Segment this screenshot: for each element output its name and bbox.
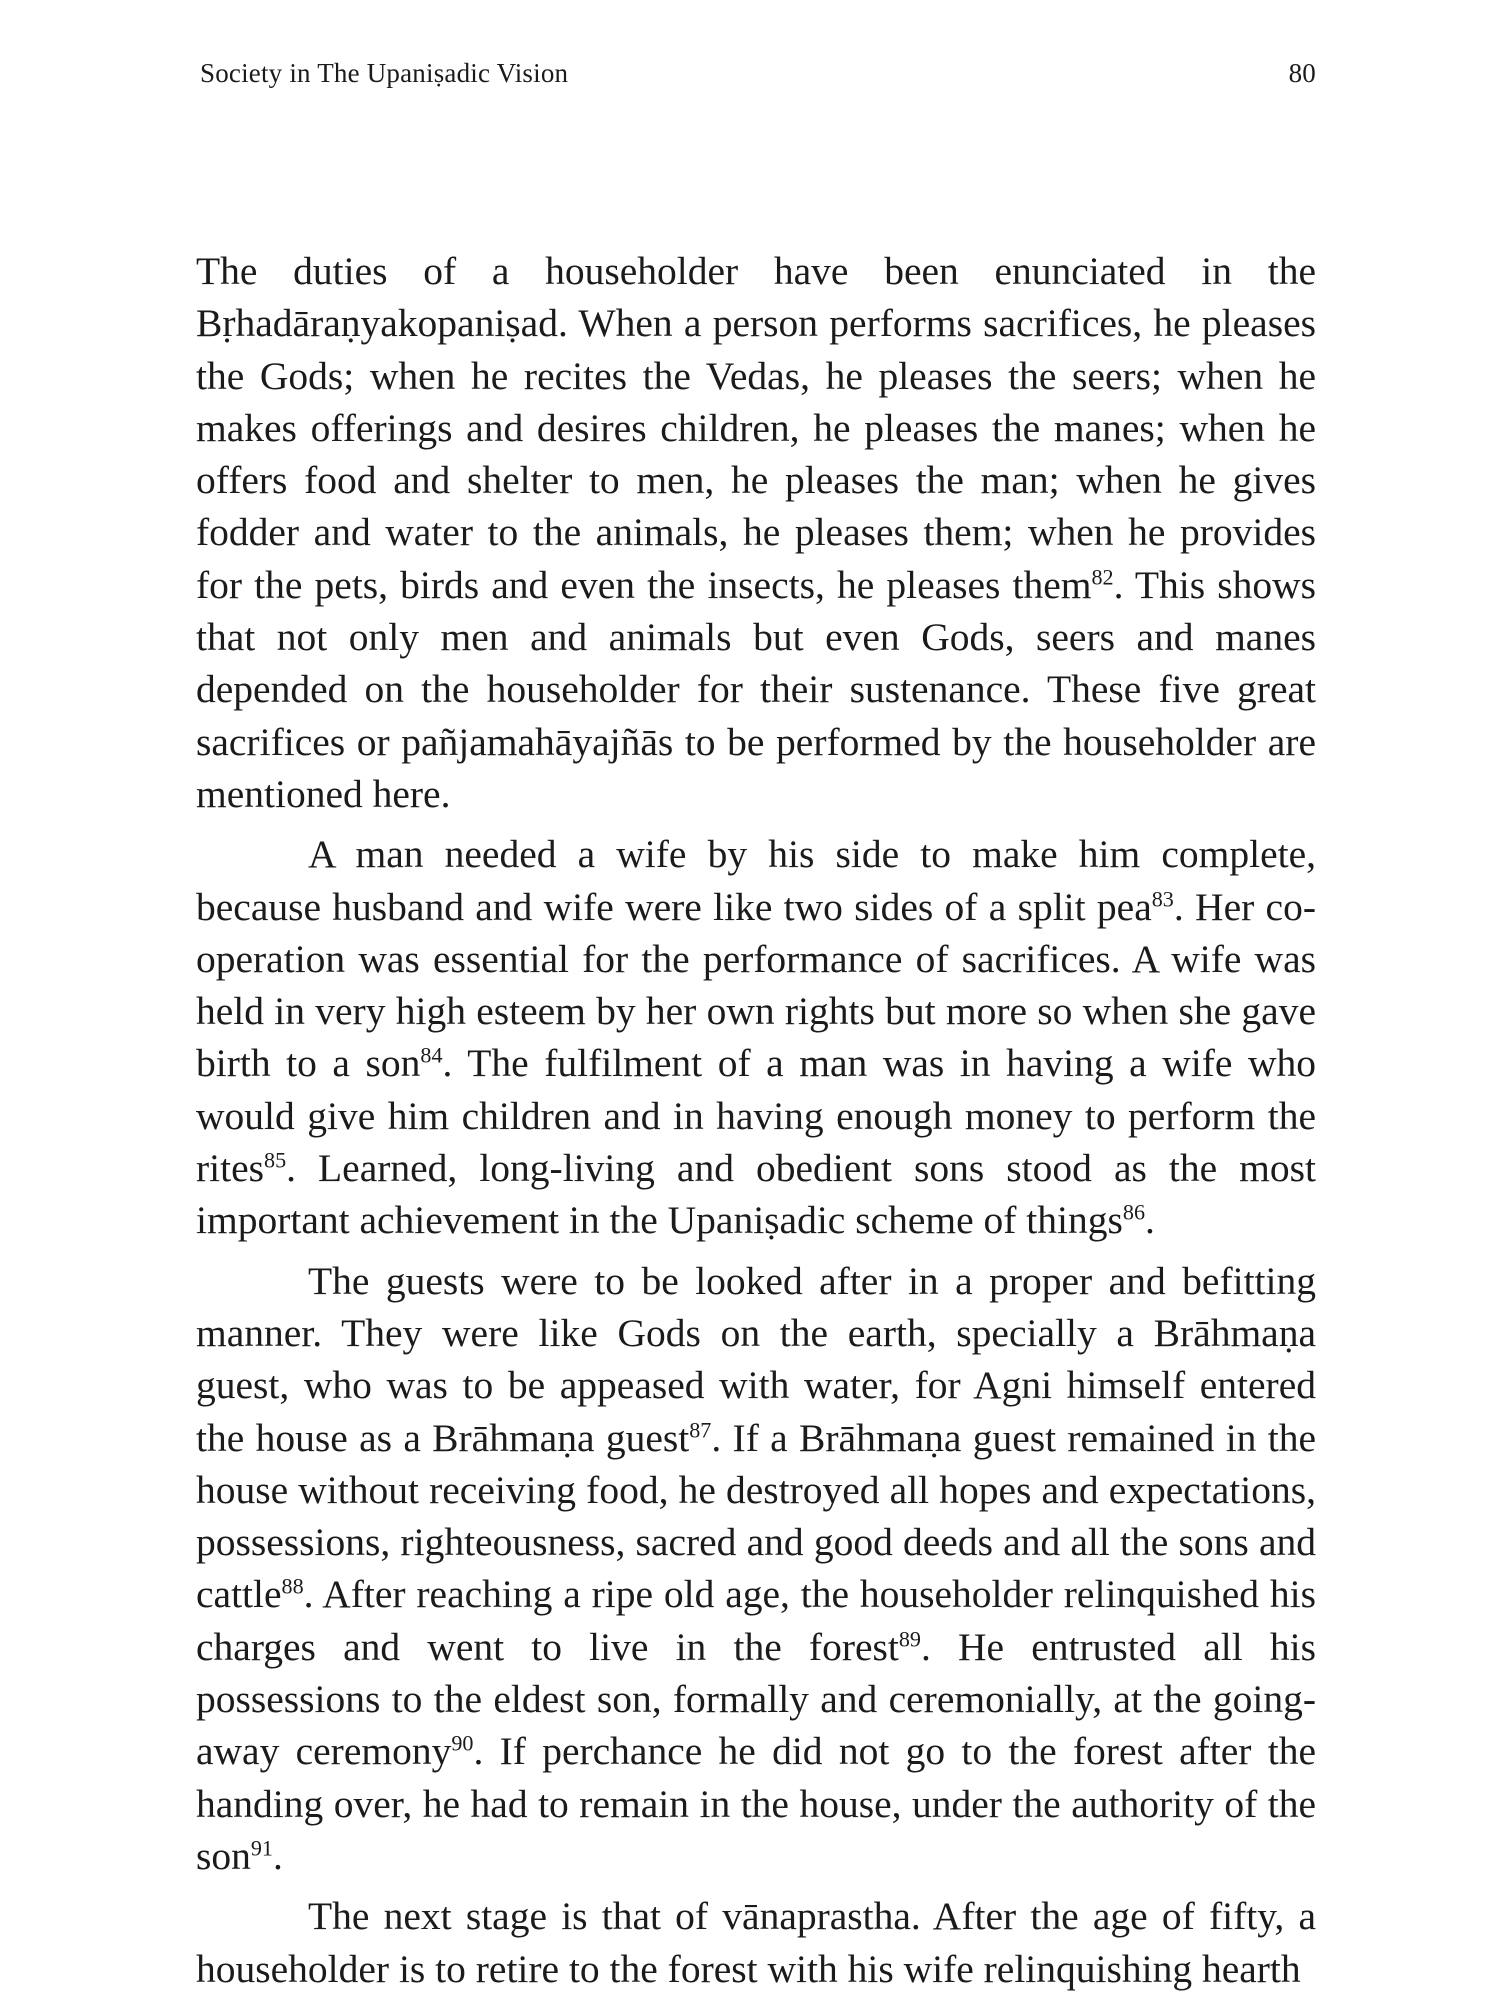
paragraph-text: The duties of a householder have been enunciated in the Bṛhadāraṇyakopaniṣad. When a person performs sacrifices, he pleases the Gods; when he recites the Vedas, he pleases the seers; when he makes offerings and desires children, he pleases the manes; when he offers food and shelter to men, he pleases the man; when he gives fodder and water to the animals, he pleases them; when he provides for the pets, birds and even the insects, he pleases them <box>196 249 1316 607</box>
paragraph <box>196 828 1316 1246</box>
footnote-reference: 91 <box>250 1835 273 1861</box>
footnote-reference: 89 <box>898 1626 921 1652</box>
footnote-reference: 87 <box>689 1416 712 1442</box>
paragraph-text: . <box>1145 1198 1155 1243</box>
paragraph-text: . If perchance he did not go to the forest after the handing over, he had to remain in the house, under the authority of the son <box>196 1729 1316 1878</box>
paragraph-text: . The fulfilment of a man was in having a wife who would give him children and in having enough money to perform the rites <box>196 1041 1316 1191</box>
paragraph-text: The next stage is that of vānaprastha. After the age of fifty, a householder is to retire to the forest with his wife relinquishing hearth <box>196 1894 1316 1991</box>
paragraph-text: . After reaching a ripe old age, the householder relinquished his charges and went to live in the forest <box>196 1572 1316 1669</box>
paragraph-text: . <box>272 1833 283 1878</box>
footnote-reference: 83 <box>1151 885 1174 911</box>
footnote-reference: 85 <box>264 1147 287 1173</box>
paragraph-text: . Her co-operation was essential for the performance of sacrifices. A wife was held in very high esteem by her own rights but more so when she gave birth to a son <box>196 884 1316 1086</box>
paragraph-text: . He entrusted all his possessions to the eldest son, formally and ceremonially, at the going-away ceremony <box>196 1624 1316 1774</box>
paragraph-text: A man needed a wife by his side to make him complete, because husband and wife were like two sides of a split pea <box>196 832 1316 929</box>
page-number: 80 <box>1288 58 1316 88</box>
footnote-reference: 86 <box>1122 1199 1145 1225</box>
paragraph-text: . This shows that not only men and animals but even Gods, seers and manes depended on the householder for their sustenance. These five great sacrifices or pañjamahāyajñās to be performed by the householder are mentioned here. <box>196 562 1316 816</box>
footnote-reference: 90 <box>451 1730 474 1756</box>
footnote-reference: 84 <box>420 1042 443 1068</box>
body-text <box>196 245 1316 2003</box>
paragraph-text: . Learned, long-living and obedient sons stood as the most important achievement in the Upaniṣadic scheme of things <box>196 1146 1316 1243</box>
paragraph <box>196 1255 1316 1883</box>
paragraph <box>196 1890 1316 1995</box>
running-head <box>200 58 1316 89</box>
paragraph-text: The guests were to be looked after in a proper and befitting manner. They were like Gods on the earth, specially a Brāhmaṇa guest, who was to be appeased with water, for Agni himself entered the house as a Brāhmaṇa guest <box>196 1258 1316 1460</box>
footnote-reference: 88 <box>281 1573 304 1599</box>
running-title: Society in The Upaniṣadic Vision <box>200 58 569 88</box>
footnote-reference: 82 <box>1091 564 1114 590</box>
paragraph <box>196 245 1316 820</box>
paragraph-text: . If a Brāhmaṇa guest remained in the house without receiving food, he destroyed all hopes and expectations, possessions, righteousness, sacred and good deeds and all the sons and cattle <box>196 1415 1317 1617</box>
